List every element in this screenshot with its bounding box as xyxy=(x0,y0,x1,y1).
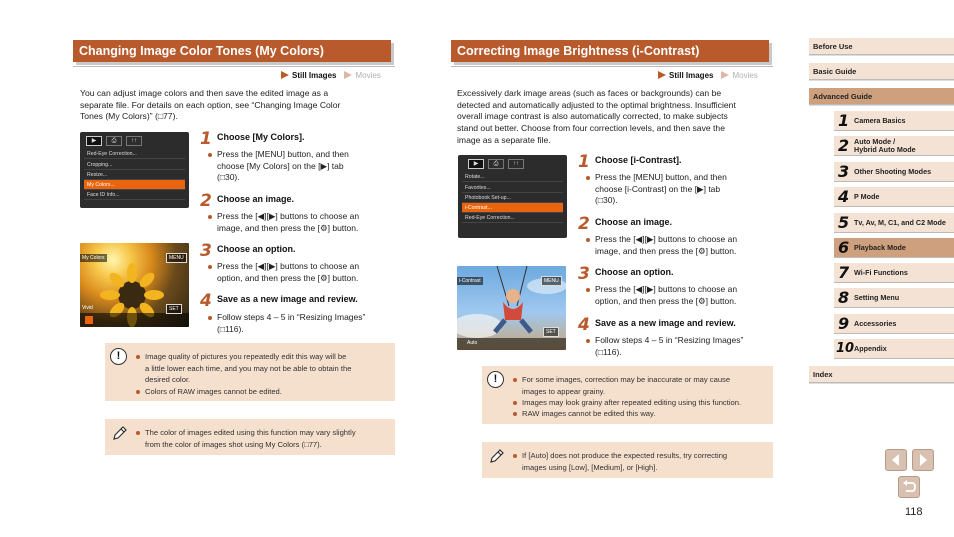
return-button[interactable] xyxy=(898,476,920,498)
caution-note xyxy=(145,386,390,398)
mode-indicator xyxy=(281,70,381,82)
step-title: Choose an option. xyxy=(217,244,296,254)
mode-movies-label: Movies xyxy=(355,71,381,80)
return-icon xyxy=(899,477,919,497)
note-line: The color of images edited using this function may vary slightly xyxy=(145,428,356,437)
camera-menu-item: Rotate... xyxy=(462,172,563,182)
step-title: Choose an option. xyxy=(595,267,674,277)
step-number: 2 xyxy=(578,214,590,234)
instruction-line: (□30). xyxy=(595,195,618,206)
chapter-label: Auto Mode / Hybrid Auto Mode xyxy=(854,137,916,154)
section-title-i-contrast: Correcting Image Brightness (i-Contrast) xyxy=(451,40,769,62)
mode-movies xyxy=(721,71,757,80)
caution-box xyxy=(105,343,395,401)
step-title: Choose an image. xyxy=(217,194,295,204)
note-line: Image quality of pictures you repeatedly edit this way will be xyxy=(145,352,347,361)
note-line: desired color. xyxy=(145,375,191,384)
nav-chapter-accessories[interactable] xyxy=(834,314,954,334)
nav-chapter-wifi-functions[interactable] xyxy=(834,263,954,283)
next-page-button[interactable] xyxy=(912,449,934,471)
still-images-marker-icon xyxy=(281,71,289,79)
nav-chapter-setting-menu[interactable] xyxy=(834,288,954,308)
caution-note xyxy=(522,408,767,420)
camera-menu-item: Face ID Info... xyxy=(84,190,185,200)
caution-icon: ! xyxy=(487,371,504,388)
step-title: Choose [My Colors]. xyxy=(217,132,305,142)
camera-menu-item: Resize... xyxy=(84,170,185,180)
nav-chapter-playback-mode[interactable] xyxy=(834,238,954,258)
camera-menu-item: Red-Eye Correction... xyxy=(84,149,185,159)
mode-still-images: Still Images xyxy=(292,71,337,80)
photo-option-label: Vivid xyxy=(82,305,93,311)
instruction-line: Follow steps 4 – 5 in “Resizing Images” xyxy=(595,335,744,345)
mode-indicator xyxy=(658,70,758,82)
nav-chapter-p-mode[interactable] xyxy=(834,187,954,207)
camera-menu-screenshot xyxy=(80,132,189,208)
note-line: Images may look grainy after repeated editing using this function. xyxy=(522,398,742,407)
camera-menu-tabs xyxy=(84,136,185,146)
chapter-number: 3 xyxy=(838,162,850,181)
instruction-line: Follow steps 4 – 5 in “Resizing Images” xyxy=(217,312,366,322)
print-tab-icon: ⎙ xyxy=(106,136,122,146)
step-number: 4 xyxy=(578,315,590,335)
chapter-label: Setting Menu xyxy=(854,293,900,302)
step-3-instruction xyxy=(595,284,773,307)
instruction-line: (□116). xyxy=(595,346,622,357)
chapter-label: P Mode xyxy=(854,192,880,201)
step-number: 3 xyxy=(200,241,212,261)
prev-page-button[interactable] xyxy=(885,449,907,471)
setup-tab-icon: ↑↑ xyxy=(126,136,142,146)
intro-text xyxy=(80,88,390,123)
pencil-icon xyxy=(488,447,506,465)
chapter-label: Other Shooting Modes xyxy=(854,167,932,176)
step-1-instruction xyxy=(595,172,773,207)
step-4-instruction xyxy=(595,335,773,358)
print-tab-icon: ⎙ xyxy=(488,159,504,169)
caution-note xyxy=(145,351,390,386)
set-badge: SET xyxy=(166,304,182,314)
instruction-line: Press the [◀][▶] buttons to choose an xyxy=(595,234,738,244)
note-line: a little lower each time, and you may not be able to obtain the xyxy=(145,363,352,373)
camera-menu-item: Cropping... xyxy=(84,160,185,170)
note-line: from the color of images shot using My Colors (□77). xyxy=(145,439,322,449)
intro-line: Tones (My Colors)” (□77). xyxy=(80,111,178,122)
note-line: Colors of RAW images cannot be edited. xyxy=(145,387,282,396)
instruction-line: Press the [◀][▶] buttons to choose an xyxy=(217,261,360,271)
instruction-line: Press the [MENU] button, and then xyxy=(217,149,349,159)
chapter-label: Accessories xyxy=(854,319,897,328)
caution-note xyxy=(522,374,767,397)
step-1-instruction xyxy=(217,149,395,184)
memo-box xyxy=(482,442,773,478)
chapter-number: 6 xyxy=(838,238,850,257)
step-number: 1 xyxy=(200,129,212,149)
step-4-instruction xyxy=(217,312,395,335)
nav-chapter-other-shooting-modes[interactable] xyxy=(834,162,954,182)
chapter-label: Wi-Fi Functions xyxy=(854,268,908,277)
camera-menu-screenshot xyxy=(458,155,567,238)
mode-movies-label: Movies xyxy=(732,71,758,80)
instruction-line: (□116). xyxy=(217,323,244,334)
instruction-line: (□30). xyxy=(217,172,240,183)
set-badge: SET xyxy=(543,327,559,337)
playback-tab-icon: ▶ xyxy=(86,136,102,146)
instruction-line: choose [i-Contrast] on the [▶] tab xyxy=(595,183,721,194)
camera-menu-item-selected: My Colors... xyxy=(84,180,185,190)
memo-note xyxy=(145,427,390,450)
instruction-line: option, and then press the [⚙] button. xyxy=(217,272,359,283)
menu-badge: MENU xyxy=(541,276,562,286)
chapter-number: 4 xyxy=(838,187,850,206)
chapter-number: 1 xyxy=(838,111,850,130)
intro-line: stand out better. Choose from four correction levels, and then save the xyxy=(457,123,725,134)
menu-badge: MENU xyxy=(166,253,187,263)
intro-line: detected and automatically adjusted to the optimal brightness. Insufficient xyxy=(457,99,736,110)
instruction-line: Press the [◀][▶] buttons to choose an xyxy=(595,284,738,294)
step-2-instruction xyxy=(217,211,395,234)
chapter-number: 5 xyxy=(838,213,850,232)
nav-chapter-auto-mode[interactable] xyxy=(834,136,954,156)
chapter-number: 9 xyxy=(838,314,850,333)
instruction-line: option, and then press the [⚙] button. xyxy=(595,295,737,306)
instruction-line: image, and then press the [⚙] button. xyxy=(595,245,737,256)
instruction-line: image, and then press the [⚙] button. xyxy=(217,222,359,233)
note-line: images to appear grainy. xyxy=(522,386,606,396)
next-page-icon xyxy=(913,450,933,470)
step-number: 4 xyxy=(200,291,212,311)
camera-menu-item: Favorites... xyxy=(462,183,563,193)
setup-tab-icon: ↑↑ xyxy=(508,159,524,169)
step-2-instruction xyxy=(595,234,773,257)
intro-line: separate file. For details on each option, see “Changing Image Color xyxy=(80,99,341,110)
nav-advanced-guide[interactable]: Advanced Guide xyxy=(809,88,954,105)
note-line: If [Auto] does not produce the expected results, try correcting xyxy=(522,451,728,460)
memo-note xyxy=(522,450,767,473)
instruction-line: choose [My Colors] on the [▶] tab xyxy=(217,160,344,171)
nav-before-use[interactable]: Before Use xyxy=(809,38,954,55)
nav-basic-guide[interactable]: Basic Guide xyxy=(809,63,954,80)
step-number: 2 xyxy=(200,191,212,211)
movies-marker-icon xyxy=(721,71,729,79)
my-colors-preview-photo xyxy=(80,243,189,327)
pencil-icon xyxy=(111,424,129,442)
camera-menu-item: Photobook Set-up... xyxy=(462,193,563,203)
note-line: images using [Low], [Medium], or [High]. xyxy=(522,462,658,472)
page-number: 118 xyxy=(905,506,923,518)
nav-chapter-camera-basics[interactable] xyxy=(834,111,954,131)
step-title: Choose an image. xyxy=(595,217,673,227)
photo-option-label: Auto xyxy=(467,340,478,346)
chapter-number: 7 xyxy=(838,263,850,282)
chapter-label: Camera Basics xyxy=(854,116,906,125)
intro-line: overall image contrast is also automatically corrected, to make subjects xyxy=(457,111,728,122)
step-number: 1 xyxy=(578,152,590,172)
mode-movies xyxy=(344,71,380,80)
chapter-label: Tv, Av, M, C1, and C2 Mode xyxy=(854,218,946,227)
instruction-line: Press the [MENU] button, and then xyxy=(595,172,727,182)
section-divider xyxy=(451,66,773,67)
camera-menu-tabs xyxy=(462,159,563,169)
note-line: RAW images cannot be edited this way. xyxy=(522,409,656,418)
camera-menu-item: Red-Eye Correction... xyxy=(462,213,563,223)
nav-chapter-appendix[interactable] xyxy=(834,339,954,359)
caution-box xyxy=(482,366,773,424)
step-3-instruction xyxy=(217,261,395,284)
prev-page-icon xyxy=(886,450,906,470)
step-number: 3 xyxy=(578,264,590,284)
mode-still-images: Still Images xyxy=(669,71,714,80)
chapter-label: Appendix xyxy=(854,344,887,353)
chapter-number: 10 xyxy=(836,341,855,356)
chapter-number: 8 xyxy=(838,288,850,307)
section-title-my-colors: Changing Image Color Tones (My Colors) xyxy=(73,40,391,62)
caution-note xyxy=(522,397,772,409)
section-divider xyxy=(73,66,395,67)
i-contrast-preview-photo xyxy=(457,266,566,350)
step-title: Save as a new image and review. xyxy=(217,294,358,304)
note-line: For some images, correction may be inaccurate or may cause xyxy=(522,375,731,384)
movies-marker-icon xyxy=(344,71,352,79)
intro-text xyxy=(457,88,777,147)
chapter-number: 2 xyxy=(838,136,850,155)
step-title: Choose [i-Contrast]. xyxy=(595,155,682,165)
intro-line: image as a separate file. xyxy=(457,134,551,145)
still-images-marker-icon xyxy=(658,71,666,79)
photo-mode-label: i-Contrast xyxy=(459,278,481,284)
chapter-label: Playback Mode xyxy=(854,243,906,252)
nav-chapter-tv-av-m-c1-c2[interactable] xyxy=(834,213,954,233)
caution-icon: ! xyxy=(110,348,127,365)
playback-tab-icon: ▶ xyxy=(468,159,484,169)
instruction-line: Press the [◀][▶] buttons to choose an xyxy=(217,211,360,221)
intro-line: You can adjust image colors and then save the edited image as a xyxy=(80,88,329,98)
step-title: Save as a new image and review. xyxy=(595,318,736,328)
memo-box xyxy=(105,419,395,455)
camera-menu-item-selected: i-Contrast... xyxy=(462,203,563,213)
intro-line: Excessively dark image areas (such as faces or backgrounds) can be xyxy=(457,88,722,98)
nav-index[interactable]: Index xyxy=(809,366,954,383)
photo-mode-label: My Colors xyxy=(82,255,105,261)
